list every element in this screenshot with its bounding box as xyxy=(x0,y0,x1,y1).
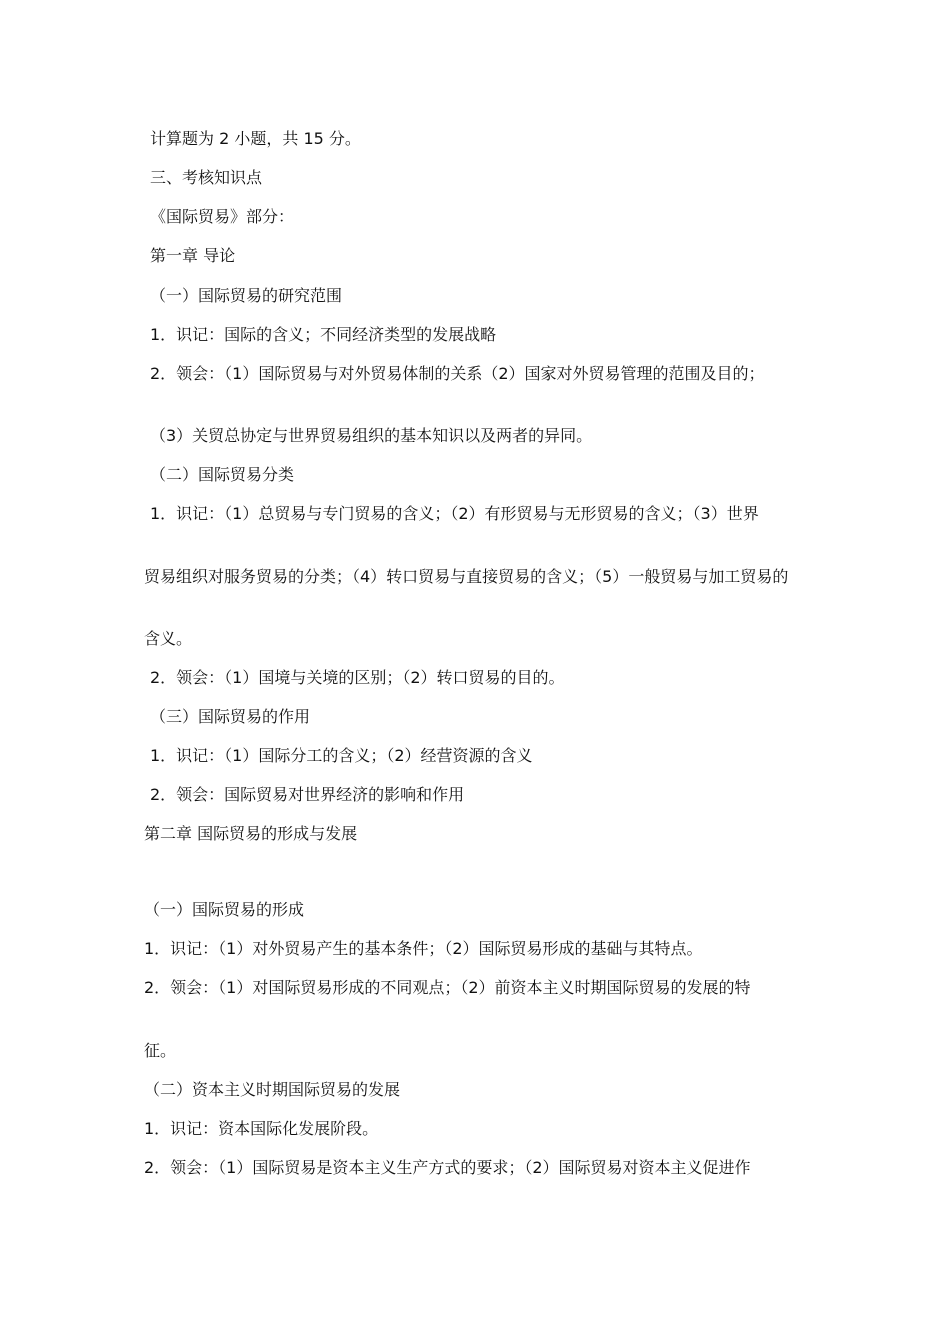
ch1-subsection-1: （一）国际贸易的研究范围 xyxy=(150,286,343,305)
chapter-2-title: 第二章 国际贸易的形成与发展 xyxy=(144,824,358,843)
section-heading-knowledge-points: 三、考核知识点 xyxy=(150,168,263,187)
text-line-score: 计算题为 2 小题，共 15 分。 xyxy=(150,129,361,148)
ch1-s1-understand: 2．领会：（1）国际贸易与对外贸易体制的关系（2）国家对外贸易管理的范围及目的； xyxy=(150,364,765,383)
part-title-international-trade: 《国际贸易》部分： xyxy=(150,207,295,226)
ch1-s2-understand: 2．领会：（1）国境与关境的区别；（2）转口贸易的目的。 xyxy=(150,668,565,687)
ch2-s2-understand: 2．领会：（1）国际贸易是资本主义生产方式的要求；（2）国际贸易对资本主义促进作 xyxy=(144,1158,751,1177)
ch1-subsection-2: （二）国际贸易分类 xyxy=(150,465,295,484)
ch1-subsection-3: （三）国际贸易的作用 xyxy=(150,707,311,726)
chapter-1-title: 第一章 导论 xyxy=(150,246,236,265)
ch2-subsection-1: （一）国际贸易的形成 xyxy=(144,900,305,919)
ch1-s3-recall: 1．识记：（1）国际分工的含义；（2）经营资源的含义 xyxy=(150,746,533,765)
ch1-s2-recall-end: 含义。 xyxy=(144,629,193,648)
ch1-s2-recall-cont: 贸易组织对服务贸易的分类；（4）转口贸易与直接贸易的含义；（5）一般贸易与加工贸易的 xyxy=(144,567,789,586)
ch1-s1-understand-3: （3）关贸总协定与世界贸易组织的基本知识以及两者的异同。 xyxy=(150,426,593,445)
ch1-s3-understand: 2．领会：国际贸易对世界经济的影响和作用 xyxy=(150,785,465,804)
ch2-s1-recall: 1．识记：（1）对外贸易产生的基本条件；（2）国际贸易形成的基础与其特点。 xyxy=(144,939,703,958)
ch2-s1-understand-end: 征。 xyxy=(144,1041,177,1060)
ch2-subsection-2: （二）资本主义时期国际贸易的发展 xyxy=(144,1080,401,1099)
ch1-s2-recall: 1．识记：（1）总贸易与专门贸易的含义；（2）有形贸易与无形贸易的含义；（3）世界 xyxy=(150,504,759,523)
ch2-s1-understand: 2．领会：（1）对国际贸易形成的不同观点；（2）前资本主义时期国际贸易的发展的特 xyxy=(144,978,751,997)
ch1-s1-recall: 1．识记：国际的含义；不同经济类型的发展战略 xyxy=(150,325,497,344)
ch2-s2-recall: 1．识记：资本国际化发展阶段。 xyxy=(144,1119,379,1138)
